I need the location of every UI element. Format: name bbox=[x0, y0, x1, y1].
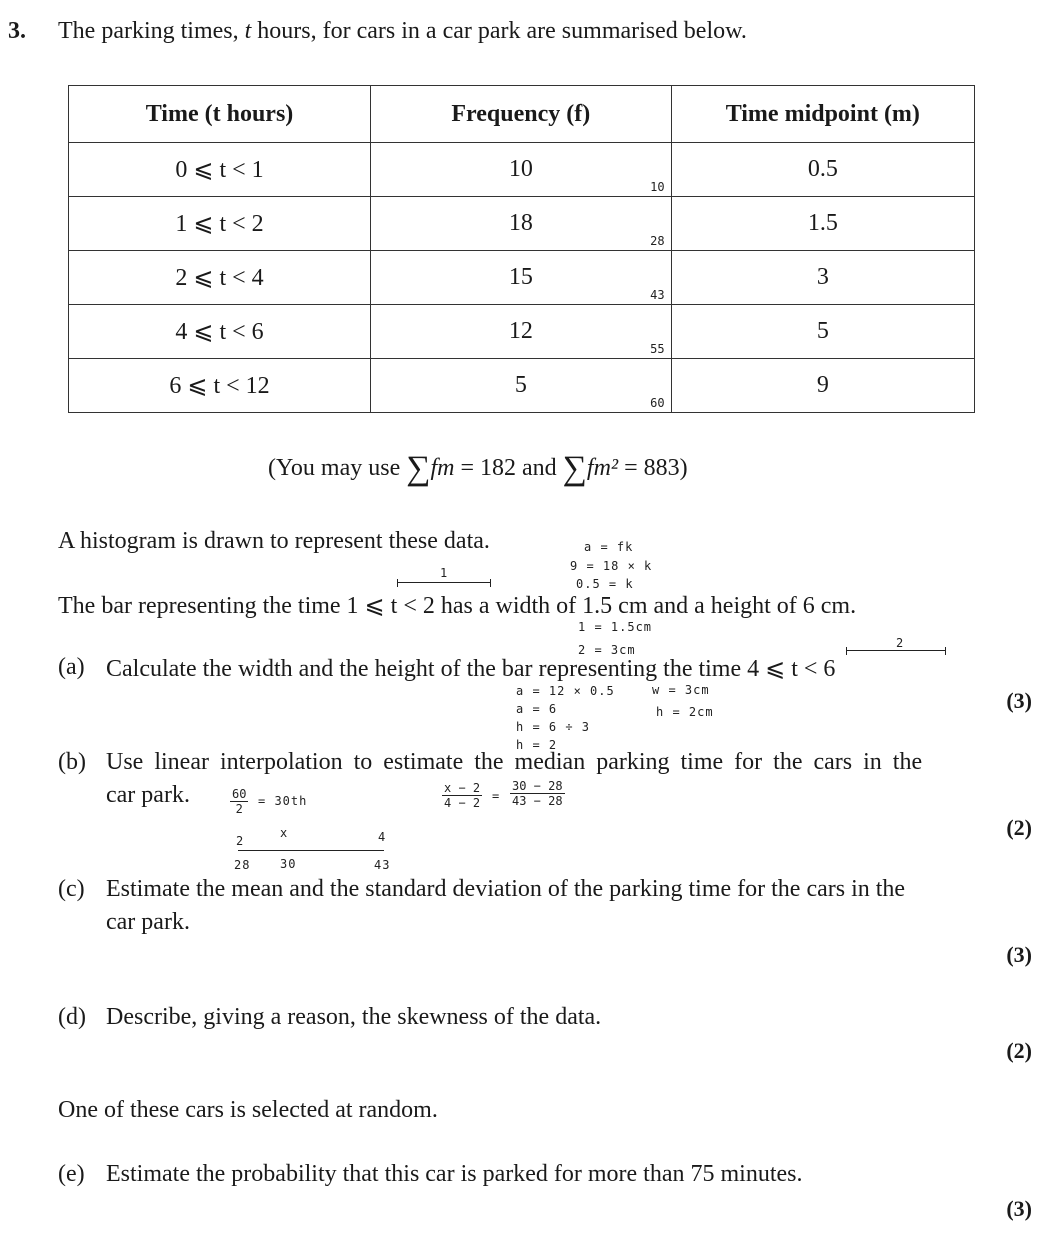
part-e-marks: (3) bbox=[1006, 1196, 1032, 1221]
handwritten-note: h = 2 bbox=[516, 738, 558, 752]
part-d-text: Describe, giving a reason, the skewness of the data. bbox=[106, 1004, 602, 1030]
handwritten-note: a = fk bbox=[584, 540, 634, 554]
part-d-marks: (2) bbox=[1006, 1038, 1032, 1063]
cell-midpoint: 5 bbox=[671, 305, 974, 359]
fraction-numerator: 60 bbox=[232, 787, 247, 801]
handwritten-note: 0.5 = k bbox=[576, 577, 634, 591]
cell-midpoint: 1.5 bbox=[671, 197, 974, 251]
hint-eq2: = 883) bbox=[618, 455, 688, 481]
cell-frequency bbox=[371, 143, 672, 197]
table-row bbox=[69, 359, 975, 413]
cell-frequency bbox=[371, 197, 672, 251]
frequency-value: 12 bbox=[508, 318, 533, 344]
handwritten-note: 1 = 1.5cm bbox=[578, 620, 653, 634]
handwritten-fraction bbox=[510, 779, 565, 808]
handwritten-note: = bbox=[492, 789, 501, 803]
part-a-label: (a) bbox=[58, 654, 85, 680]
handwritten-note: w = 3cm bbox=[652, 683, 710, 697]
sigma-symbol: ∑ bbox=[562, 450, 587, 487]
header-frequency: Frequency (f) bbox=[371, 86, 672, 143]
cell-midpoint: 0.5 bbox=[671, 143, 974, 197]
sigma-symbol: ∑ bbox=[406, 450, 431, 487]
table-row bbox=[69, 305, 975, 359]
fraction-denominator: 2 bbox=[235, 802, 243, 816]
part-a-text: Calculate the width and the height of the bar representing the time 4 ⩽ t < 6 bbox=[106, 656, 836, 682]
header-midpoint: Time midpoint (m) bbox=[671, 86, 974, 143]
question-intro bbox=[58, 18, 747, 45]
part-a-marks: (3) bbox=[1006, 688, 1032, 713]
handwritten-note: 28 bbox=[234, 858, 251, 872]
frequency-value: 15 bbox=[508, 264, 533, 290]
fraction-numerator: 30 − 28 bbox=[512, 779, 563, 793]
bar-statement: The bar representing the time 1 ⩽ t < 2 has a width of 1.5 cm and a height of 6 cm. bbox=[58, 593, 857, 619]
handwritten-note: h = 6 ÷ 3 bbox=[516, 720, 591, 734]
intro-pre: The parking times, bbox=[58, 18, 245, 44]
part-e-text: Estimate the probability that this car is parked for more than 75 minutes. bbox=[106, 1161, 803, 1187]
intro-post: hours, for cars in a car park are summarised below. bbox=[251, 18, 747, 44]
table-row bbox=[69, 251, 975, 305]
header-time: Time (t hours) bbox=[69, 86, 371, 143]
handwritten-note: 43 bbox=[374, 858, 391, 872]
cell-frequency bbox=[371, 305, 672, 359]
table-header-row bbox=[69, 86, 975, 143]
histogram-intro: A histogram is drawn to represent these data. bbox=[58, 528, 490, 554]
cumulative-note: 10 bbox=[650, 180, 665, 194]
handwritten-fraction bbox=[442, 781, 482, 810]
handwritten-note: 2 = 3cm bbox=[578, 643, 636, 657]
question-number: 3. bbox=[8, 18, 26, 44]
part-c-label: (c) bbox=[58, 876, 85, 902]
fraction-numerator: x − 2 bbox=[444, 781, 481, 795]
part-b-text-line2: car park. bbox=[106, 782, 190, 808]
cell-midpoint: 9 bbox=[671, 359, 974, 413]
part-c-marks: (3) bbox=[1006, 942, 1032, 967]
frequency-table bbox=[68, 85, 975, 413]
handwritten-note: 30 bbox=[280, 857, 297, 871]
part-b-text-line1: Use linear interpolation to estimate the median parking time for the cars in the bbox=[106, 749, 923, 775]
part-b-marks: (2) bbox=[1006, 815, 1032, 840]
part-e-label: (e) bbox=[58, 1161, 85, 1187]
frequency-value: 5 bbox=[514, 372, 527, 398]
fraction-denominator: 43 − 28 bbox=[512, 794, 563, 808]
handwritten-note: h = 2cm bbox=[656, 705, 714, 719]
part-d-label: (d) bbox=[58, 1004, 86, 1030]
table-row bbox=[69, 197, 975, 251]
cumulative-note: 28 bbox=[650, 234, 665, 248]
handwritten-note: 1 bbox=[440, 566, 449, 580]
hint-eq1: = 182 and bbox=[454, 455, 563, 481]
cell-frequency bbox=[371, 359, 672, 413]
frequency-value: 10 bbox=[508, 156, 533, 182]
intro-var: t bbox=[244, 18, 252, 44]
handwritten-fraction bbox=[230, 787, 248, 816]
cell-frequency bbox=[371, 251, 672, 305]
cell-midpoint: 3 bbox=[671, 251, 974, 305]
hint-fm2: fm² bbox=[586, 455, 619, 481]
cell-time: 4 ⩽ t < 6 bbox=[69, 305, 371, 359]
handwritten-note: 4 bbox=[378, 830, 387, 844]
handwritten-note: 9 = 18 × k bbox=[570, 559, 653, 573]
cumulative-note: 60 bbox=[650, 396, 665, 410]
handwritten-note: 2 bbox=[896, 636, 905, 650]
part-c-text-line2: car park. bbox=[106, 909, 190, 935]
part-b-label: (b) bbox=[58, 749, 86, 775]
hint-fm: fm bbox=[430, 455, 455, 481]
handwritten-note: 2 bbox=[236, 834, 245, 848]
fraction-denominator: 4 − 2 bbox=[444, 796, 481, 810]
handwritten-brace bbox=[846, 650, 946, 657]
handwritten-note: a = 12 × 0.5 bbox=[516, 684, 615, 698]
random-statement: One of these cars is selected at random. bbox=[58, 1097, 438, 1123]
cell-time: 6 ⩽ t < 12 bbox=[69, 359, 371, 413]
handwritten-note: = 30th bbox=[258, 794, 308, 808]
summation-hint bbox=[268, 450, 688, 488]
part-c-text-line1: Estimate the mean and the standard deviation of the parking time for the cars in the bbox=[106, 876, 906, 902]
table-row bbox=[69, 143, 975, 197]
hint-open: (You may use bbox=[268, 455, 407, 481]
handwritten-brace bbox=[397, 582, 491, 589]
handwritten-note: x bbox=[280, 826, 289, 840]
frequency-value: 18 bbox=[508, 210, 533, 236]
cell-time: 1 ⩽ t < 2 bbox=[69, 197, 371, 251]
handwritten-note: a = 6 bbox=[516, 702, 558, 716]
cumulative-note: 55 bbox=[650, 342, 665, 356]
handwritten-number-line bbox=[238, 850, 384, 851]
cell-time: 0 ⩽ t < 1 bbox=[69, 143, 371, 197]
cumulative-note: 43 bbox=[650, 288, 665, 302]
cell-time: 2 ⩽ t < 4 bbox=[69, 251, 371, 305]
